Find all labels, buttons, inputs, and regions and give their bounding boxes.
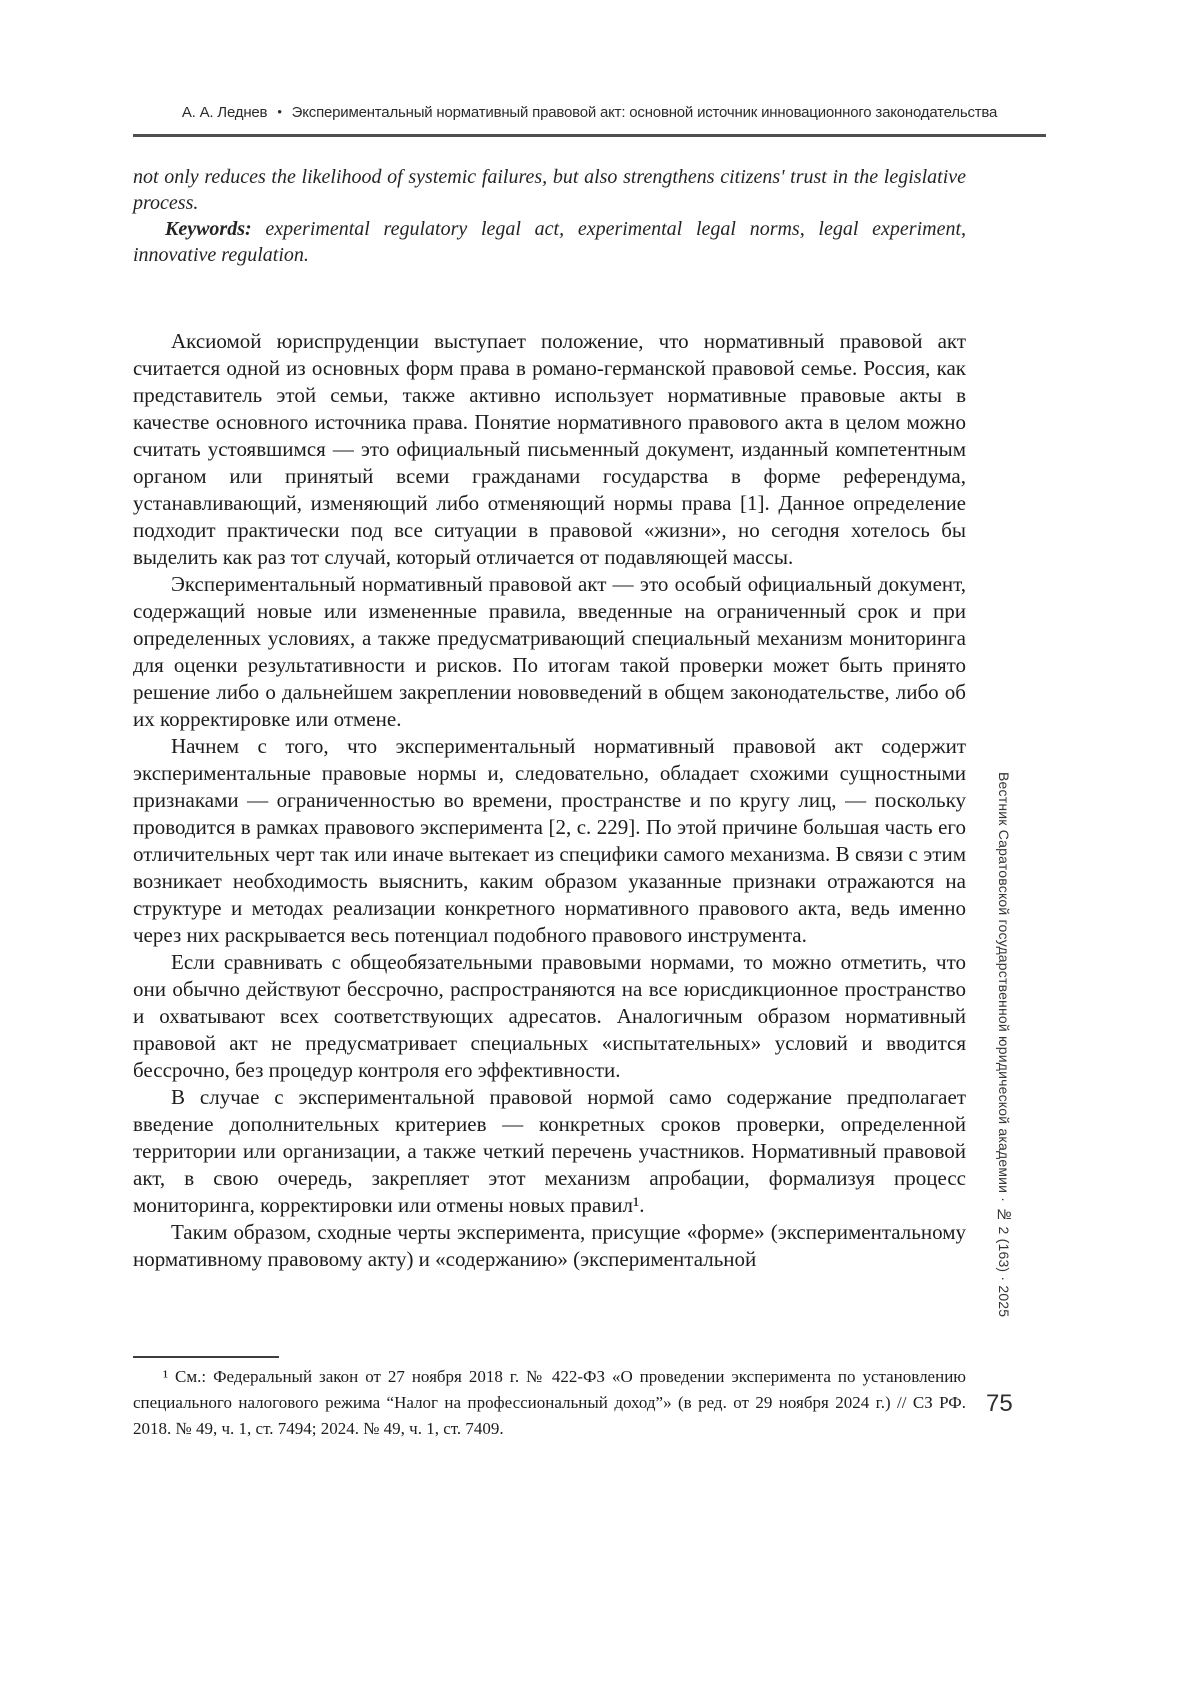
journal-sidebar-caption: Вестник Саратовской государственной юридической академии · № 2 (163) · 2025 — [996, 772, 1012, 1318]
body-paragraph: Начнем с того, что экспериментальный нормативный правовой акт содержит экспериментальные правовые нормы и, следовательно, обладает схожими сущностными признаками — ограниченностью во времени, пространстве и по кругу лиц, — поскольку проводится в рамках правового эксперимента [2, с. 229]. По этой причине большая часть его отличительных черт так или иначе вытекает из специфики самого механизма. В связи с этим возникает необходимость выяснить, каким образом указанные признаки отражаются на структуре и методах реализации конкретного нормативного правового акта, ведь именно через них раскрывается весь потенциал подобного правового инструмента. — [133, 734, 966, 947]
page-number: 75 — [986, 1390, 1013, 1417]
running-header-title: Экспериментальный нормативный правовой акт: основной источник инновационного законодательства — [291, 104, 998, 121]
body-paragraph: Таким образом, сходные черты эксперимента, присущие «форме» (экспериментальному нормативному правовому акту) и «содержанию» (экспериментальной — [133, 1220, 966, 1271]
footnote-divider — [133, 1356, 279, 1358]
body-paragraph: Аксиомой юриспруденции выступает положение, что нормативный правовой акт считается одной из основных форм права в романо-германской правовой семье. Россия, как представитель этой семьи, также активно использует нормативные правовые акты в качестве основного источника права. Понятие нормативного правового акта в целом можно считать устоявшимся — это официальный письменный документ, изданный компетентным органом или принятый всеми гражданами государства в форме референдума, устанавливающий, изменяющий либо отменяющий нормы права [1]. Данное определение подходит практически под все ситуации в правовой «жизни», но сегодня хотелось бы выделить как раз тот случай, который отличается от подавляющей массы. — [133, 329, 966, 569]
bullet-separator-icon: • — [277, 104, 282, 119]
body-paragraph: В случае с экспериментальной правовой нормой само содержание предполагает введение дополнительных критериев — конкретных сроков проверки, определенной территории или организации, а также четкий перечень участников. Нормативный правовой акт, в свою очередь, закрепляет этот механизм апробации, формализуя процесс мониторинга, корректировки или отмены новых правил¹. — [133, 1085, 966, 1217]
running-header-author: А. А. Леднев — [181, 104, 268, 121]
abstract-continuation-text: not only reduces the likelihood of systemic failures, but also strengthens citizens' trust in the legislative process. — [133, 166, 966, 214]
body-paragraph: Экспериментальный нормативный правовой акт — это особый официальный документ, содержащий новые или измененные правила, введенные на ограниченный срок и при определенных условиях, а также предусматривающий специальный механизм мониторинга для оценки результативности и рисков. По итогам такой проверки может быть принято решение либо о дальнейшем закреплении нововведений в общем законодательстве, либо об их корректировке или отмене. — [133, 572, 966, 731]
footnote-text: См.: Федеральный закон от 27 ноября 2018 г. № 422-ФЗ «О проведении эксперимента по установлению специального налогового режима “Налог на профессиональный доход”» (в ред. от 29 ноября 2024 г.) // СЗ РФ. 2018. № 49, ч. 1, ст. 7494; 2024. № 49, ч. 1, ст. 7409. — [133, 1367, 966, 1438]
body-paragraph: Если сравнивать с общеобязательными правовыми нормами, то можно отметить, что они обычно действуют бессрочно, распространяются на все юрисдикционное пространство и охватывают всех соответствующих адресатов. Аналогичным образом нормативный правовой акт не предусматривает специальных «испытательных» условий и вводится бессрочно, без процедур контроля его эффективности. — [133, 950, 966, 1082]
abstract-keywords — [133, 216, 966, 268]
footnote-marker: ¹ — [163, 1367, 169, 1386]
header-rule-divider — [133, 134, 1046, 137]
footnote — [133, 1364, 966, 1442]
keywords-text: experimental regulatory legal act, experimental legal norms, legal experiment, innovative regulation. — [133, 218, 966, 266]
article-body — [133, 328, 966, 1273]
keywords-label: Keywords: — [165, 218, 252, 240]
abstract-english — [133, 164, 966, 268]
running-header — [133, 104, 1046, 121]
